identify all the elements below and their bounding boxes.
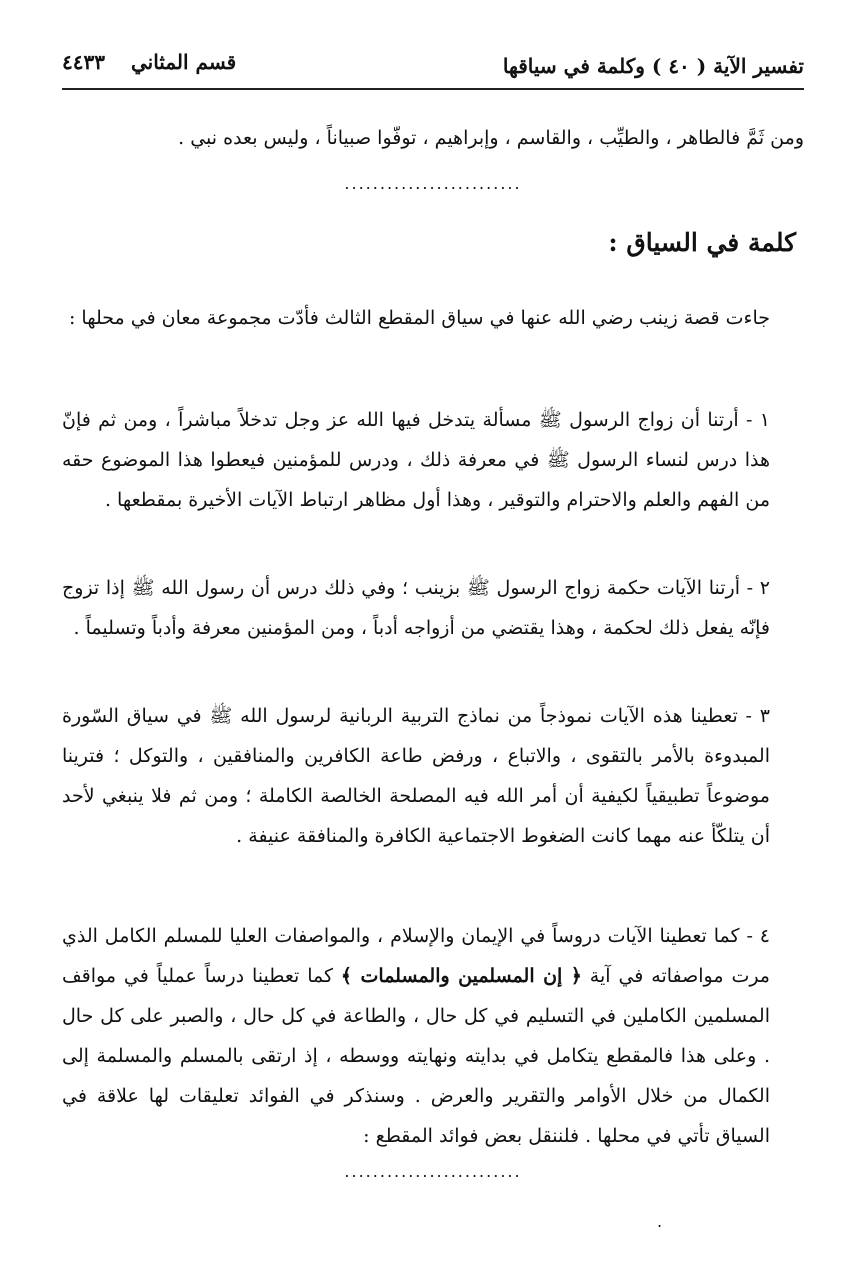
item-text-before: ٤ - كما تعطينا الآيات دروساً في الإيمان والإسلام ، والمواصفات العليا للمسلم الكامل الذي مرت مواصفاته في آية [62, 925, 770, 987]
section-name: قسم المثاني [130, 50, 237, 74]
item-text-after: كما تعطينا درساً عملياً في مواقف المسلمين الكاملين في التسليم في كل حال ، والطاعة في كل حال ، والصبر على كل حال . وعلى هذا فالمقطع يتكامل في بدايته ونهايته ووسطه ، إذ ارتقى بالمسلم والمسلمة إلى الكمال من خلال الأوامر والتقرير والعرض . وسنذكر في الفوائد تعليقات لها علاقة في السياق تأتي في محلها . فلننقل بعض فوائد المقطع : [62, 965, 770, 1147]
page-header [62, 46, 804, 90]
list-item-2 [62, 568, 804, 648]
list-item-text [62, 916, 804, 1156]
list-item-3 [62, 696, 804, 856]
page-number: ٤٤٣٣ [62, 50, 105, 74]
quran-quote: ﴿ إن المسلمين والمسلمات ﴾ [340, 965, 582, 987]
footer-mark: . [657, 1212, 663, 1231]
paragraph-text: جاءت قصة زينب رضي الله عنها في سياق المقطع الثالث فأدّت مجموعة معان في محلها : [68, 307, 770, 329]
context-paragraph [62, 298, 804, 338]
list-item-text: ١ - أرتنا أن زواج الرسول ﷺ مسألة يتدخل فيها الله عز وجل تدخلاً مباشراً ، ومن ثم فإنّ هذا درس لنساء الرسول ﷺ في معرفة ذلك ، ودرس للمؤمنين فيعطوا هذا الموضوع حقه من الفهم والعلم والاحترام والتوقير ، وهذا أول مظاهر ارتباط الآيات الأخيرة بمقطعها . [62, 409, 770, 511]
intro-line: ومن ثَمَّ فالطاهر ، والطيِّب ، والقاسم ، وإبراهيم ، توفّوا صبياناً ، وليس بعده نبي . [178, 127, 804, 149]
running-title: تفسير الآية ( ٤٠ ) وكلمة في سياقها [502, 54, 804, 78]
separator-top: ......................... [344, 174, 522, 193]
list-item-1 [62, 400, 804, 520]
list-item-4 [62, 916, 804, 1156]
section-heading: كلمة في السياق : [608, 228, 796, 257]
list-item-text: ٢ - أرتنا الآيات حكمة زواج الرسول ﷺ بزينب ؛ وفي ذلك درس أن رسول الله ﷺ إذا تزوج فإنّه يفعل ذلك لحكمة ، وهذا يقتضي من أزواجه أدباً ، ومن المؤمنين معرفة وأدباً وتسليماً . [62, 577, 770, 639]
header-meta [62, 50, 236, 74]
list-item-text: ٣ - تعطينا هذه الآيات نموذجاً من نماذج التربية الربانية لرسول الله ﷺ في سياق السّورة المبدوءة بالأمر بالتقوى ، والاتباع ، ورفض طاعة الكافرين والمنافقين ، والتوكل ؛ فترينا موضوعاً تطبيقياً لكيفية أن أمر الله فيه المصلحة الخالصة الكاملة ؛ ومن ثم فلا ينبغي لأحد أن يتلكّأ عنه مهما كانت الضغوط الاجتماعية الكافرة والمنافقة عنيفة . [62, 705, 770, 847]
separator-bottom: ......................... [344, 1162, 522, 1181]
